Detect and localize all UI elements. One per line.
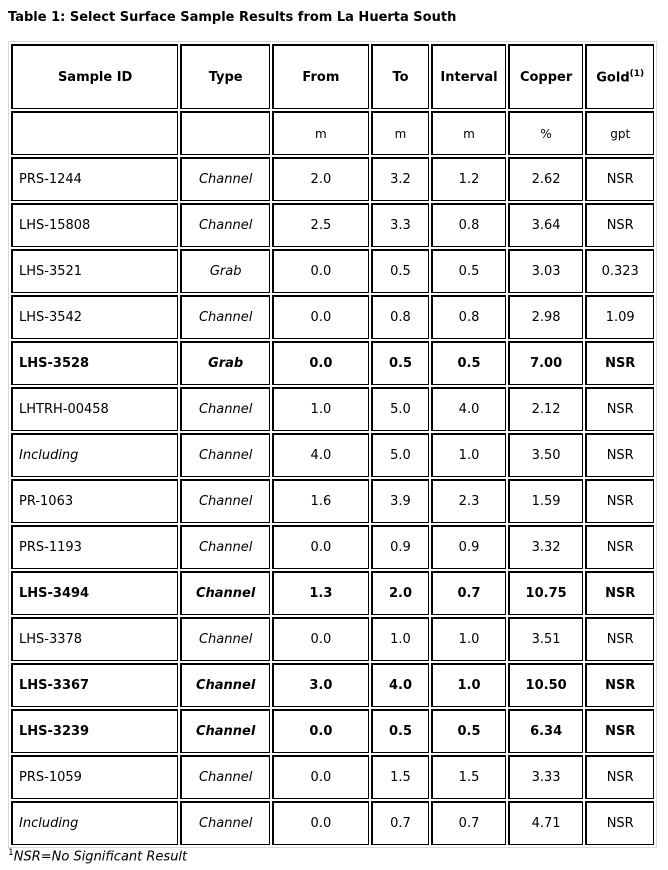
cell-gold: NSR (585, 709, 654, 753)
cell-to: 5.0 (371, 387, 429, 431)
cell-sample-id: LHS-3239 (11, 709, 178, 753)
cell-from: 0.0 (272, 709, 369, 753)
cell-copper: 2.12 (508, 387, 584, 431)
cell-from: 0.0 (272, 525, 369, 569)
table-row-including (11, 801, 654, 845)
cell-to: 0.9 (371, 525, 429, 569)
cell-gold: NSR (585, 571, 654, 615)
cell-to: 1.0 (371, 617, 429, 661)
table-row-highlighted (11, 571, 654, 615)
cell-copper: 4.71 (508, 801, 584, 845)
table-row-including (11, 433, 654, 477)
cell-type: Channel (180, 709, 270, 753)
cell-interval: 0.8 (431, 203, 506, 247)
unit-copper: % (508, 111, 584, 155)
cell-gold: NSR (585, 341, 654, 385)
cell-sample-id: PRS-1193 (11, 525, 178, 569)
footnote-text: NSR=No Significant Result (13, 849, 188, 865)
cell-from: 2.5 (272, 203, 369, 247)
table-row-highlighted (11, 663, 654, 707)
cell-sample-id: Including (11, 433, 178, 477)
cell-from: 0.0 (272, 801, 369, 845)
cell-sample-id: LHS-3528 (11, 341, 178, 385)
cell-interval: 0.8 (431, 295, 506, 339)
cell-interval: 0.7 (431, 571, 506, 615)
header-from: From (272, 44, 369, 109)
cell-sample-id: Including (11, 801, 178, 845)
cell-interval: 0.5 (431, 249, 506, 293)
cell-gold: NSR (585, 157, 654, 201)
cell-to: 2.0 (371, 571, 429, 615)
cell-copper: 2.98 (508, 295, 584, 339)
cell-to: 3.2 (371, 157, 429, 201)
header-interval: Interval (431, 44, 506, 109)
cell-from: 0.0 (272, 295, 369, 339)
cell-from: 2.0 (272, 157, 369, 201)
cell-interval: 1.5 (431, 755, 506, 799)
cell-type: Channel (180, 663, 270, 707)
cell-copper: 2.62 (508, 157, 584, 201)
cell-interval: 1.0 (431, 617, 506, 661)
cell-type: Channel (180, 755, 270, 799)
table-row-highlighted (11, 709, 654, 753)
cell-gold: NSR (585, 203, 654, 247)
cell-gold: NSR (585, 801, 654, 845)
table-row (11, 203, 654, 247)
cell-gold: 1.09 (585, 295, 654, 339)
cell-interval: 0.7 (431, 801, 506, 845)
cell-copper: 3.33 (508, 755, 584, 799)
cell-copper: 1.59 (508, 479, 584, 523)
cell-gold: NSR (585, 525, 654, 569)
table-row (11, 387, 654, 431)
cell-copper: 7.00 (508, 341, 584, 385)
cell-copper: 6.34 (508, 709, 584, 753)
cell-from: 4.0 (272, 433, 369, 477)
cell-to: 0.7 (371, 801, 429, 845)
header-sample-id: Sample ID (11, 44, 178, 109)
unit-to: m (371, 111, 429, 155)
cell-interval: 0.5 (431, 341, 506, 385)
header-gold-footnote-marker: (1) (629, 68, 645, 79)
results-table (8, 41, 657, 848)
cell-type: Channel (180, 525, 270, 569)
cell-copper: 3.50 (508, 433, 584, 477)
cell-sample-id: LHS-15808 (11, 203, 178, 247)
cell-interval: 1.0 (431, 663, 506, 707)
cell-sample-id: LHS-3494 (11, 571, 178, 615)
cell-copper: 3.32 (508, 525, 584, 569)
header-row (11, 44, 654, 109)
cell-sample-id: LHS-3378 (11, 617, 178, 661)
cell-gold: NSR (585, 755, 654, 799)
cell-sample-id: LHTRH-00458 (11, 387, 178, 431)
cell-type: Channel (180, 157, 270, 201)
cell-to: 3.9 (371, 479, 429, 523)
cell-type: Channel (180, 571, 270, 615)
cell-type: Channel (180, 479, 270, 523)
cell-to: 0.5 (371, 341, 429, 385)
cell-sample-id: LHS-3367 (11, 663, 178, 707)
table-row (11, 479, 654, 523)
cell-gold: NSR (585, 617, 654, 661)
cell-from: 0.0 (272, 341, 369, 385)
table-title: Table 1: Select Surface Sample Results from La Huerta South (8, 10, 457, 25)
unit-type (180, 111, 270, 155)
table-row (11, 755, 654, 799)
cell-gold: NSR (585, 387, 654, 431)
cell-to: 5.0 (371, 433, 429, 477)
table-row-highlighted (11, 341, 654, 385)
cell-to: 4.0 (371, 663, 429, 707)
cell-interval: 1.2 (431, 157, 506, 201)
cell-gold: 0.323 (585, 249, 654, 293)
cell-gold: NSR (585, 433, 654, 477)
cell-copper: 10.75 (508, 571, 584, 615)
cell-interval: 0.5 (431, 709, 506, 753)
cell-type: Channel (180, 433, 270, 477)
unit-gold: gpt (585, 111, 654, 155)
cell-from: 1.0 (272, 387, 369, 431)
unit-sample-id (11, 111, 178, 155)
header-gold (585, 44, 654, 109)
header-to: To (371, 44, 429, 109)
cell-interval: 2.3 (431, 479, 506, 523)
cell-type: Grab (180, 249, 270, 293)
cell-gold: NSR (585, 663, 654, 707)
cell-from: 0.0 (272, 755, 369, 799)
cell-type: Channel (180, 387, 270, 431)
cell-from: 1.3 (272, 571, 369, 615)
cell-interval: 0.9 (431, 525, 506, 569)
cell-from: 1.6 (272, 479, 369, 523)
table-row (11, 157, 654, 201)
cell-sample-id: PRS-1244 (11, 157, 178, 201)
table-row (11, 617, 654, 661)
header-gold-label: Gold (596, 70, 630, 86)
cell-copper: 3.64 (508, 203, 584, 247)
footnote (8, 848, 187, 864)
cell-interval: 1.0 (431, 433, 506, 477)
cell-copper: 3.03 (508, 249, 584, 293)
header-copper: Copper (508, 44, 584, 109)
table-row (11, 249, 654, 293)
unit-row (11, 111, 654, 155)
footnote-marker: 1 (8, 848, 14, 858)
cell-from: 0.0 (272, 249, 369, 293)
cell-sample-id: PRS-1059 (11, 755, 178, 799)
cell-from: 3.0 (272, 663, 369, 707)
cell-type: Channel (180, 295, 270, 339)
cell-sample-id: LHS-3521 (11, 249, 178, 293)
cell-gold: NSR (585, 479, 654, 523)
cell-type: Grab (180, 341, 270, 385)
cell-type: Channel (180, 203, 270, 247)
cell-from: 0.0 (272, 617, 369, 661)
cell-to: 1.5 (371, 755, 429, 799)
cell-interval: 4.0 (431, 387, 506, 431)
cell-to: 0.5 (371, 249, 429, 293)
cell-copper: 10.50 (508, 663, 584, 707)
table-row (11, 295, 654, 339)
cell-to: 0.8 (371, 295, 429, 339)
cell-to: 3.3 (371, 203, 429, 247)
header-type: Type (180, 44, 270, 109)
table-row (11, 525, 654, 569)
cell-to: 0.5 (371, 709, 429, 753)
cell-copper: 3.51 (508, 617, 584, 661)
unit-from: m (272, 111, 369, 155)
unit-interval: m (431, 111, 506, 155)
cell-type: Channel (180, 801, 270, 845)
cell-sample-id: LHS-3542 (11, 295, 178, 339)
cell-type: Channel (180, 617, 270, 661)
cell-sample-id: PR-1063 (11, 479, 178, 523)
